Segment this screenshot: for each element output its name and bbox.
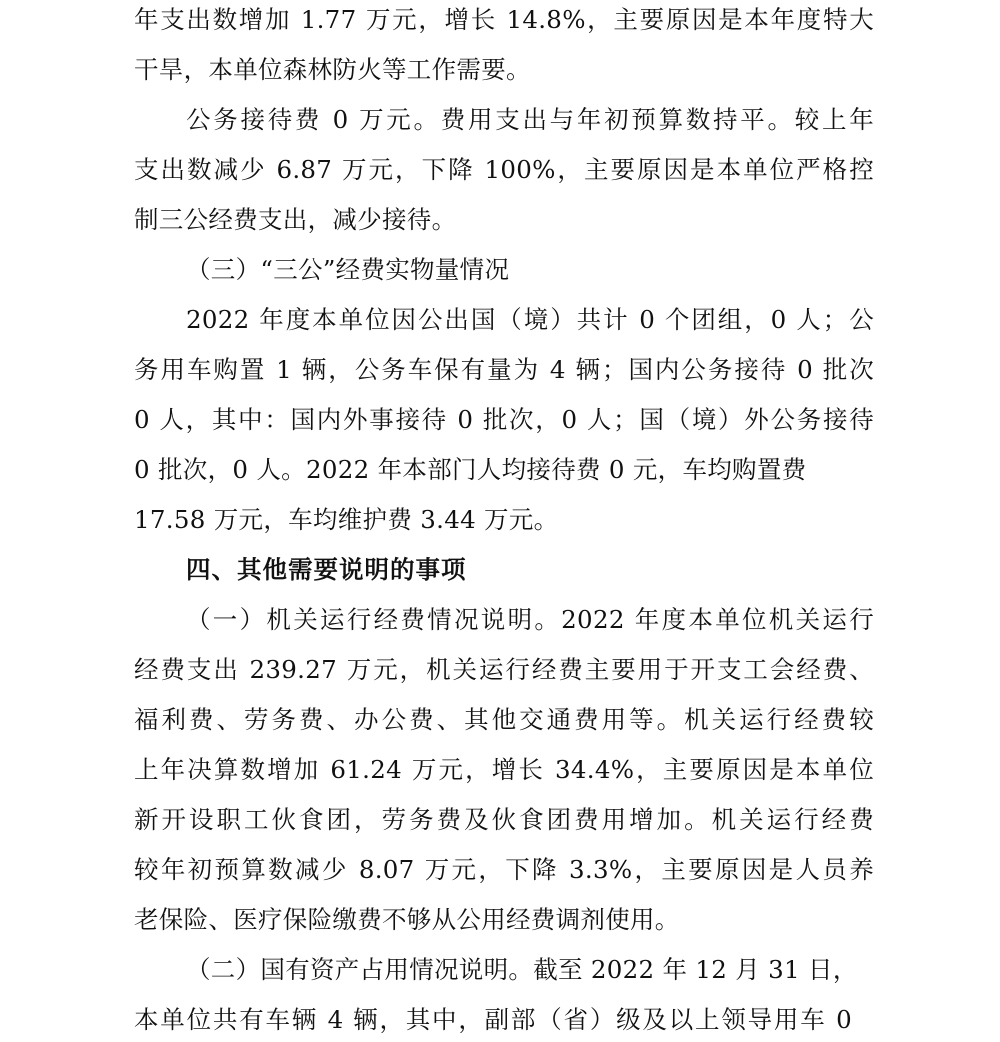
text-line: 干旱，本单位森林防火等工作需要。 xyxy=(134,55,531,84)
paragraph-first-line: 公务接待费 0 万元。费用支出与年初预算数持平。较上年 xyxy=(186,105,874,134)
paragraph-first-line: （二）国有资产占用情况说明。截至 2022 年 12 月 31 日， xyxy=(186,955,858,984)
text-line: 支出数减少 6.87 万元，下降 100%，主要原因是本单位严格控 xyxy=(134,155,874,184)
text-line: 制三公经费支出，减少接待。 xyxy=(134,205,457,234)
text-line: 福利费、劳务费、办公费、其他交通费用等。机关运行经费较 xyxy=(134,705,874,734)
section-subheading: （三）“三公”经费实物量情况 xyxy=(186,255,510,284)
text-line: 较年初预算数减少 8.07 万元，下降 3.3%，主要原因是人员养 xyxy=(134,855,874,884)
text-line: 0 人，其中：国内外事接待 0 批次，0 人；国（境）外公务接待 xyxy=(134,405,874,434)
section-heading: 四、其他需要说明的事项 xyxy=(186,555,467,584)
text-line: 年支出数增加 1.77 万元，增长 14.8%，主要原因是本年度特大 xyxy=(134,5,874,34)
text-line: 务用车购置 1 辆，公务车保有量为 4 辆；国内公务接待 0 批次 xyxy=(134,355,874,384)
paragraph-first-line: （一）机关运行经费情况说明。2022 年度本单位机关运行 xyxy=(186,605,874,634)
text-line: 老保险、医疗保险缴费不够从公用经费调剂使用。 xyxy=(134,905,680,934)
text-line: 新开设职工伙食团，劳务费及伙食团费用增加。机关运行经费 xyxy=(134,805,874,834)
text-line: 0 批次，0 人。2022 年本部门人均接待费 0 元，车均购置费 xyxy=(134,455,807,484)
text-line: 17.58 万元，车均维护费 3.44 万元。 xyxy=(134,505,559,534)
text-line: 经费支出 239.27 万元，机关运行经费主要用于开支工会经费、 xyxy=(134,655,874,684)
text-line: 本单位共有车辆 4 辆，其中，副部（省）级及以上领导用车 0 xyxy=(134,1005,852,1034)
paragraph-first-line: 2022 年度本单位因公出国（境）共计 0 个团组，0 人；公 xyxy=(186,305,874,334)
text-line: 上年决算数增加 61.24 万元，增长 34.4%，主要原因是本单位 xyxy=(134,755,874,784)
